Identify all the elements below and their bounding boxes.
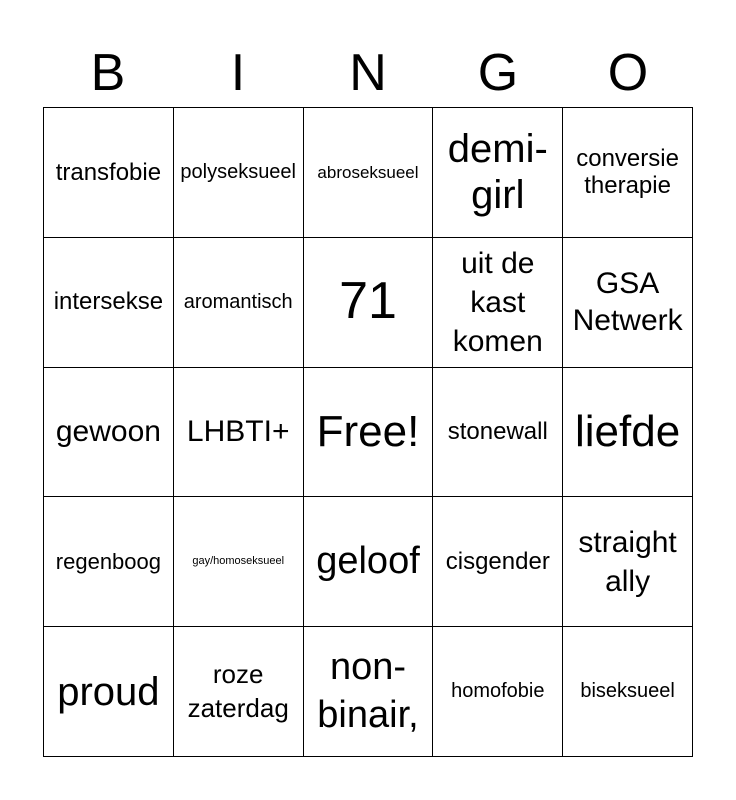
cell-label: demi- girl <box>447 127 548 218</box>
bingo-cell[interactable] <box>433 497 563 627</box>
bingo-cell[interactable] <box>174 627 304 757</box>
cell-label: homofobie <box>451 680 545 703</box>
cell-label: uit de kast komen <box>452 246 543 358</box>
cell-label: non- binair, <box>317 646 419 736</box>
cell-label: GSA Netwerk <box>572 266 683 338</box>
cell-label: roze zaterdag <box>187 658 289 723</box>
bingo-cell[interactable] <box>44 368 174 498</box>
header-letter-i: I <box>230 44 246 102</box>
bingo-cell[interactable] <box>174 368 304 498</box>
header-letter-n: N <box>349 44 387 102</box>
bingo-cell[interactable] <box>563 497 693 627</box>
bingo-cell[interactable] <box>174 108 304 238</box>
bingo-cell[interactable] <box>174 238 304 368</box>
bingo-cell[interactable] <box>304 497 434 627</box>
cell-label: gewoon <box>55 414 161 448</box>
cell-label: regenboog <box>55 549 161 575</box>
cell-label: polyseksueel <box>180 160 296 183</box>
bingo-cell[interactable] <box>433 108 563 238</box>
bingo-cell[interactable] <box>44 497 174 627</box>
cell-label: LHBTI+ <box>186 414 290 448</box>
cell-label: straight ally <box>578 525 677 598</box>
bingo-cell[interactable] <box>433 627 563 757</box>
cell-label: conversie therapie <box>576 144 679 200</box>
bingo-card-grid <box>43 107 693 757</box>
cell-label: gay/homoseksueel <box>192 555 285 568</box>
bingo-cell[interactable] <box>563 627 693 757</box>
bingo-cell[interactable] <box>304 238 434 368</box>
cell-label: 71 <box>339 272 397 331</box>
cell-label: biseksueel <box>580 680 675 703</box>
cell-label: abroseksueel <box>317 162 419 182</box>
cell-label: aromantisch <box>183 290 293 313</box>
header-letter-g: G <box>477 44 519 102</box>
free-space-cell[interactable] <box>304 368 434 498</box>
header-letter-b: B <box>90 44 126 102</box>
bingo-cell[interactable] <box>44 238 174 368</box>
free-space-label: Free! <box>316 406 420 456</box>
cell-label: cisgender <box>445 547 550 575</box>
bingo-cell[interactable] <box>563 368 693 498</box>
cell-label: stonewall <box>447 418 548 446</box>
header-letter-o: O <box>607 44 649 102</box>
bingo-cell[interactable] <box>563 108 693 238</box>
bingo-cell[interactable] <box>174 497 304 627</box>
bingo-cell[interactable] <box>304 108 434 238</box>
cell-label: transfobie <box>55 158 162 186</box>
cell-label: intersekse <box>53 288 164 316</box>
cell-label: proud <box>57 669 160 714</box>
bingo-cell[interactable] <box>433 368 563 498</box>
cell-label: geloof <box>316 539 420 582</box>
bingo-cell[interactable] <box>433 238 563 368</box>
bingo-header <box>43 40 693 106</box>
cell-label: liefde <box>575 406 681 456</box>
bingo-cell[interactable] <box>563 238 693 368</box>
bingo-cell[interactable] <box>44 627 174 757</box>
bingo-cell[interactable] <box>304 627 434 757</box>
bingo-cell[interactable] <box>44 108 174 238</box>
